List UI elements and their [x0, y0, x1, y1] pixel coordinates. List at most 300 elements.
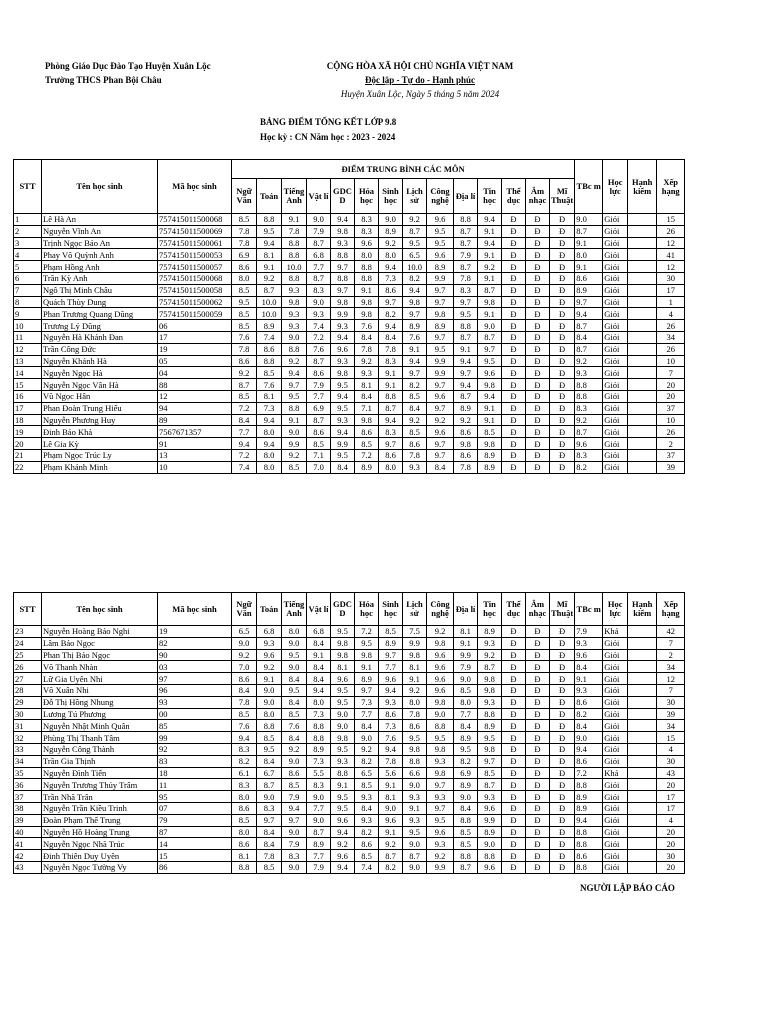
row-subject-score: 9.1: [355, 661, 379, 673]
row-subject-score: 8.5: [257, 732, 282, 744]
row-academic: Giỏi: [603, 308, 628, 320]
row-average: 9.4: [575, 308, 603, 320]
row-subject-score: Đ: [550, 850, 575, 862]
row-student-id: 93: [158, 696, 232, 708]
row-subject-score: 9.0: [331, 720, 355, 732]
row-subject-score: 8.5: [307, 438, 331, 450]
row-average: 8.4: [575, 331, 603, 343]
row-subject-score: 7.4: [232, 461, 257, 473]
row-subject-score: 8.0: [232, 272, 257, 284]
table-row: [14, 284, 685, 296]
row-stt: 3: [14, 237, 42, 249]
row-conduct: [628, 426, 657, 438]
row-student-name: Nguyễn Phương Huy: [42, 414, 158, 426]
row-student-id: 757415011500057: [158, 261, 232, 273]
row-academic: Giỏi: [603, 720, 628, 732]
row-subject-score: 8.9: [379, 637, 403, 649]
row-stt: 18: [14, 414, 42, 426]
table-row: [14, 732, 685, 744]
row-subject-score: 9.8: [478, 673, 502, 685]
row-subject-score: Đ: [502, 343, 526, 355]
table-row: [14, 367, 685, 379]
row-subject-score: Đ: [550, 355, 575, 367]
row-average: 9.6: [575, 438, 603, 450]
row-subject-score: 9.7: [427, 779, 454, 791]
department-name: Phòng Giáo Dục Đào Tạo Huyện Xuân Lộc: [45, 61, 211, 71]
row-subject-score: 8.7: [454, 237, 478, 249]
row-subject-score: Đ: [550, 308, 575, 320]
row-student-id: 91: [158, 438, 232, 450]
row-subject-score: Đ: [526, 850, 550, 862]
row-subject-score: 8.5: [403, 390, 427, 402]
row-subject-score: 9.3: [403, 791, 427, 803]
row-subject-score: 9.9: [454, 649, 478, 661]
row-subject-score: 9.1: [257, 673, 282, 685]
school-name: Trường THCS Phan Bội Châu: [45, 75, 162, 85]
row-subject-score: 6.1: [232, 767, 257, 779]
row-subject-score: 8.5: [454, 826, 478, 838]
row-subject-score: 8.7: [454, 225, 478, 237]
row-subject-score: Đ: [526, 779, 550, 791]
row-conduct: [628, 367, 657, 379]
row-subject-score: Đ: [550, 814, 575, 826]
row-student-id: 82: [158, 637, 232, 649]
row-subject-score: 7.6: [355, 320, 379, 332]
row-subject-score: 8.1: [403, 661, 427, 673]
row-subject-score: 9.1: [478, 414, 502, 426]
row-subject-score: Đ: [526, 684, 550, 696]
row-rank: 15: [657, 214, 685, 226]
header-student-name: Tên học sinh: [42, 593, 158, 626]
table-row: [14, 779, 685, 791]
header-subject: Âm nhạc: [526, 593, 550, 626]
row-subject-score: 7.7: [307, 850, 331, 862]
row-student-id: 95: [158, 791, 232, 803]
row-stt: 26: [14, 661, 42, 673]
row-subject-score: Đ: [550, 673, 575, 685]
header-conduct: Hạnh kiểm: [628, 160, 657, 214]
row-academic: Giỏi: [603, 755, 628, 767]
row-academic: Giỏi: [603, 684, 628, 696]
row-subject-score: 7.1: [307, 449, 331, 461]
row-subject-score: 9.2: [232, 649, 257, 661]
row-subject-score: 7.1: [355, 402, 379, 414]
row-subject-score: Đ: [550, 225, 575, 237]
row-subject-score: 9.6: [331, 814, 355, 826]
row-subject-score: 8.6: [232, 802, 257, 814]
row-subject-score: Đ: [550, 261, 575, 273]
row-subject-score: 9.0: [282, 826, 307, 838]
row-subject-score: 8.4: [454, 720, 478, 732]
row-conduct: [628, 838, 657, 850]
row-subject-score: 8.9: [478, 720, 502, 732]
row-subject-score: 8.9: [478, 826, 502, 838]
header-subject: Hóa học: [355, 179, 379, 214]
row-student-id: 11: [158, 779, 232, 791]
row-subject-score: 7.7: [232, 426, 257, 438]
row-average: 7.9: [575, 626, 603, 638]
row-student-name: Lương Tú Phương: [42, 708, 158, 720]
row-subject-score: 9.9: [427, 272, 454, 284]
row-subject-score: 7.6: [232, 331, 257, 343]
row-subject-score: 8.0: [257, 708, 282, 720]
row-subject-score: 9.2: [454, 414, 478, 426]
table-row: [14, 767, 685, 779]
row-subject-score: 6.5: [403, 249, 427, 261]
row-subject-score: Đ: [502, 414, 526, 426]
row-subject-score: 7.2: [355, 626, 379, 638]
row-stt: 29: [14, 696, 42, 708]
row-student-name: Nguyễn Ngọc Nhã Trúc: [42, 838, 158, 850]
row-subject-score: 9.5: [427, 814, 454, 826]
table-row: [14, 390, 685, 402]
header-subject: Tin học: [478, 593, 502, 626]
row-conduct: [628, 826, 657, 838]
row-rank: 12: [657, 673, 685, 685]
header-subject: Địa lí: [454, 593, 478, 626]
row-subject-score: Đ: [526, 767, 550, 779]
row-student-name: Võ Xuân Nhi: [42, 684, 158, 696]
row-subject-score: Đ: [502, 814, 526, 826]
row-rank: 30: [657, 755, 685, 767]
row-subject-score: Đ: [502, 367, 526, 379]
row-subject-score: 9.1: [331, 779, 355, 791]
row-student-name: Phạm Ngọc Trúc Ly: [42, 449, 158, 461]
row-average: 8.8: [575, 826, 603, 838]
row-subject-score: 9.2: [282, 743, 307, 755]
row-subject-score: 9.4: [232, 438, 257, 450]
row-subject-score: 8.6: [355, 838, 379, 850]
row-subject-score: 9.1: [257, 261, 282, 273]
row-subject-score: 9.0: [307, 214, 331, 226]
row-subject-score: 8.9: [355, 461, 379, 473]
row-subject-score: 8.4: [307, 661, 331, 673]
row-subject-score: 9.3: [403, 461, 427, 473]
row-stt: 12: [14, 343, 42, 355]
row-subject-score: 8.7: [257, 779, 282, 791]
row-academic: Giỏi: [603, 732, 628, 744]
row-conduct: [628, 331, 657, 343]
row-subject-score: 9.5: [427, 343, 454, 355]
row-subject-score: 7.2: [232, 449, 257, 461]
row-stt: 40: [14, 826, 42, 838]
row-subject-score: 9.1: [403, 673, 427, 685]
row-subject-score: 10.0: [257, 308, 282, 320]
row-academic: Giỏi: [603, 850, 628, 862]
row-subject-score: 9.5: [257, 743, 282, 755]
row-subject-score: 8.6: [307, 426, 331, 438]
row-stt: 42: [14, 850, 42, 862]
row-student-name: Phan Đoàn Trung Hiếu: [42, 402, 158, 414]
row-subject-score: 9.5: [454, 308, 478, 320]
row-subject-score: 9.3: [331, 320, 355, 332]
row-subject-score: Đ: [526, 331, 550, 343]
header-subject: Toán: [257, 179, 282, 214]
row-subject-score: 8.4: [379, 331, 403, 343]
row-subject-score: Đ: [502, 308, 526, 320]
row-subject-score: Đ: [550, 767, 575, 779]
row-academic: Giỏi: [603, 272, 628, 284]
row-stt: 20: [14, 438, 42, 450]
row-conduct: [628, 791, 657, 803]
row-subject-score: Đ: [502, 626, 526, 638]
header-subject: GDC D: [331, 179, 355, 214]
row-subject-score: Đ: [526, 390, 550, 402]
row-conduct: [628, 355, 657, 367]
row-stt: 37: [14, 791, 42, 803]
row-subject-score: 9.4: [232, 732, 257, 744]
row-subject-score: 7.3: [257, 402, 282, 414]
row-subject-score: 8.5: [478, 767, 502, 779]
row-student-id: 94: [158, 402, 232, 414]
row-student-id: 04: [158, 367, 232, 379]
row-subject-score: 9.7: [403, 367, 427, 379]
row-subject-score: 7.7: [307, 390, 331, 402]
row-subject-score: 8.8: [282, 402, 307, 414]
row-subject-score: 9.2: [478, 261, 502, 273]
row-subject-score: 9.8: [427, 308, 454, 320]
row-subject-score: 7.7: [454, 708, 478, 720]
row-stt: 2: [14, 225, 42, 237]
row-subject-score: Đ: [502, 272, 526, 284]
row-subject-score: 9.7: [478, 343, 502, 355]
row-subject-score: 9.9: [427, 355, 454, 367]
row-subject-score: 8.1: [331, 661, 355, 673]
row-stt: 33: [14, 743, 42, 755]
row-academic: Giỏi: [603, 249, 628, 261]
header-subject: Tiếng Anh: [282, 179, 307, 214]
row-academic: Giỏi: [603, 414, 628, 426]
row-subject-score: 8.8: [257, 214, 282, 226]
row-subject-score: 9.4: [478, 237, 502, 249]
row-subject-score: Đ: [502, 720, 526, 732]
row-subject-score: 9.7: [427, 379, 454, 391]
row-academic: Giỏi: [603, 355, 628, 367]
row-subject-score: 8.5: [355, 779, 379, 791]
row-subject-score: 9.1: [478, 308, 502, 320]
row-academic: Giỏi: [603, 696, 628, 708]
row-student-id: 757415011500068: [158, 214, 232, 226]
row-conduct: [628, 308, 657, 320]
table-row: [14, 449, 685, 461]
row-student-id: 13: [158, 449, 232, 461]
row-conduct: [628, 684, 657, 696]
row-stt: 39: [14, 814, 42, 826]
row-average: 9.2: [575, 414, 603, 426]
row-conduct: [628, 626, 657, 638]
row-subject-score: 6.5: [355, 767, 379, 779]
row-subject-score: 8.4: [232, 684, 257, 696]
row-student-id: 757415011500062: [158, 296, 232, 308]
row-subject-score: 8.4: [232, 414, 257, 426]
row-subject-score: 9.3: [282, 320, 307, 332]
row-conduct: [628, 225, 657, 237]
row-subject-score: 9.8: [331, 732, 355, 744]
row-subject-score: 8.5: [403, 426, 427, 438]
row-subject-score: Đ: [526, 661, 550, 673]
row-student-id: 97: [158, 673, 232, 685]
row-subject-score: 8.2: [355, 755, 379, 767]
row-subject-score: 9.5: [454, 743, 478, 755]
row-student-id: 03: [158, 661, 232, 673]
row-subject-score: 7.3: [379, 720, 403, 732]
row-subject-score: 9.4: [454, 379, 478, 391]
row-subject-score: 8.4: [454, 802, 478, 814]
header-subject: Thể dục: [502, 593, 526, 626]
row-subject-score: Đ: [526, 367, 550, 379]
row-subject-score: 8.3: [282, 850, 307, 862]
row-academic: Giỏi: [603, 237, 628, 249]
row-average: 8.3: [575, 449, 603, 461]
row-academic: Khá: [603, 767, 628, 779]
row-stt: 24: [14, 637, 42, 649]
row-subject-score: 8.8: [282, 272, 307, 284]
row-subject-score: 9.5: [403, 732, 427, 744]
row-subject-score: 8.7: [454, 331, 478, 343]
row-rank: 15: [657, 732, 685, 744]
row-subject-score: Đ: [526, 673, 550, 685]
row-rank: 30: [657, 850, 685, 862]
row-rank: 43: [657, 767, 685, 779]
row-subject-score: 9.8: [427, 637, 454, 649]
row-subject-score: Đ: [526, 461, 550, 473]
row-subject-score: 8.4: [355, 390, 379, 402]
row-subject-score: 9.0: [257, 684, 282, 696]
row-student-name: Đỗ Thị Hồng Nhung: [42, 696, 158, 708]
row-subject-score: 8.1: [355, 379, 379, 391]
row-subject-score: 7.6: [379, 732, 403, 744]
row-subject-score: 8.8: [454, 214, 478, 226]
row-subject-score: 8.8: [454, 320, 478, 332]
row-subject-score: 9.2: [282, 449, 307, 461]
row-stt: 35: [14, 767, 42, 779]
row-subject-score: Đ: [550, 661, 575, 673]
row-stt: 13: [14, 355, 42, 367]
row-rank: 39: [657, 461, 685, 473]
row-subject-score: Đ: [502, 684, 526, 696]
row-rank: 20: [657, 779, 685, 791]
row-subject-score: 8.0: [355, 249, 379, 261]
row-subject-score: 9.4: [257, 438, 282, 450]
row-subject-score: 8.7: [454, 261, 478, 273]
header-conduct: Hạnh kiểm: [628, 593, 657, 626]
row-subject-score: Đ: [502, 826, 526, 838]
row-subject-score: 8.7: [454, 861, 478, 873]
row-subject-score: 10.0: [282, 261, 307, 273]
row-subject-score: 9.6: [257, 649, 282, 661]
row-subject-score: Đ: [502, 449, 526, 461]
row-subject-score: 8.6: [454, 449, 478, 461]
row-subject-score: 9.3: [331, 355, 355, 367]
row-subject-score: Đ: [526, 237, 550, 249]
row-subject-score: 9.6: [427, 826, 454, 838]
row-conduct: [628, 284, 657, 296]
row-subject-score: 9.3: [282, 308, 307, 320]
row-academic: Giỏi: [603, 649, 628, 661]
row-subject-score: Đ: [526, 272, 550, 284]
row-student-name: Nguyễn Hoàng Bảo Nghi: [42, 626, 158, 638]
row-subject-score: 7.9: [454, 661, 478, 673]
table-row: [14, 296, 685, 308]
row-stt: 15: [14, 379, 42, 391]
row-subject-score: 9.1: [379, 826, 403, 838]
row-rank: 34: [657, 331, 685, 343]
row-subject-score: 9.2: [257, 272, 282, 284]
row-subject-score: Đ: [550, 214, 575, 226]
table-row: [14, 461, 685, 473]
row-subject-score: 8.9: [478, 461, 502, 473]
row-stt: 4: [14, 249, 42, 261]
header-subject: Ngữ Văn: [232, 179, 257, 214]
row-subject-score: 7.0: [232, 661, 257, 673]
row-subject-score: Đ: [526, 743, 550, 755]
row-subject-score: 9.6: [427, 214, 454, 226]
row-subject-score: 9.8: [355, 414, 379, 426]
row-subject-score: 9.3: [331, 237, 355, 249]
row-subject-score: Đ: [502, 402, 526, 414]
row-subject-score: 7.6: [257, 379, 282, 391]
row-subject-score: Đ: [550, 637, 575, 649]
row-subject-score: Đ: [526, 284, 550, 296]
row-rank: 12: [657, 237, 685, 249]
row-subject-score: 9.4: [403, 355, 427, 367]
row-subject-score: Đ: [502, 225, 526, 237]
row-subject-score: 9.8: [403, 649, 427, 661]
row-subject-score: 9.8: [331, 367, 355, 379]
row-rank: 39: [657, 708, 685, 720]
row-average: 8.7: [575, 343, 603, 355]
row-subject-score: 8.5: [282, 779, 307, 791]
row-subject-score: 9.0: [282, 661, 307, 673]
row-subject-score: 8.9: [307, 838, 331, 850]
table-row: [14, 720, 685, 732]
row-student-name: Phan Trương Quang Dũng: [42, 308, 158, 320]
row-subject-score: 9.6: [427, 649, 454, 661]
row-subject-score: 9.5: [331, 743, 355, 755]
row-subject-score: Đ: [526, 791, 550, 803]
row-stt: 34: [14, 755, 42, 767]
row-subject-score: 8.6: [379, 708, 403, 720]
header-average: TBc m: [575, 593, 603, 626]
row-subject-score: 9.5: [403, 237, 427, 249]
row-subject-score: 7.8: [379, 343, 403, 355]
row-student-name: Lâm Bảo Ngọc: [42, 637, 158, 649]
row-average: 8.6: [575, 696, 603, 708]
row-subject-score: 9.4: [331, 390, 355, 402]
row-subject-score: 8.1: [454, 626, 478, 638]
row-subject-score: 9.2: [282, 355, 307, 367]
row-subject-score: 7.2: [355, 449, 379, 461]
row-subject-score: 9.4: [379, 320, 403, 332]
header-student-id: Mã học sinh: [158, 593, 232, 626]
row-subject-score: Đ: [526, 214, 550, 226]
row-subject-score: 9.7: [427, 296, 454, 308]
row-subject-score: Đ: [550, 296, 575, 308]
row-stt: 32: [14, 732, 42, 744]
row-academic: Giỏi: [603, 449, 628, 461]
row-subject-score: Đ: [526, 343, 550, 355]
row-subject-score: 8.6: [232, 355, 257, 367]
row-subject-score: Đ: [502, 802, 526, 814]
row-academic: Giỏi: [603, 261, 628, 273]
row-subject-score: 7.9: [307, 379, 331, 391]
row-student-name: Trịnh Ngọc Bảo An: [42, 237, 158, 249]
row-subject-score: 8.3: [232, 779, 257, 791]
row-subject-score: 10.0: [257, 296, 282, 308]
row-academic: Giỏi: [603, 861, 628, 873]
row-rank: 37: [657, 449, 685, 461]
row-subject-score: 9.4: [331, 426, 355, 438]
